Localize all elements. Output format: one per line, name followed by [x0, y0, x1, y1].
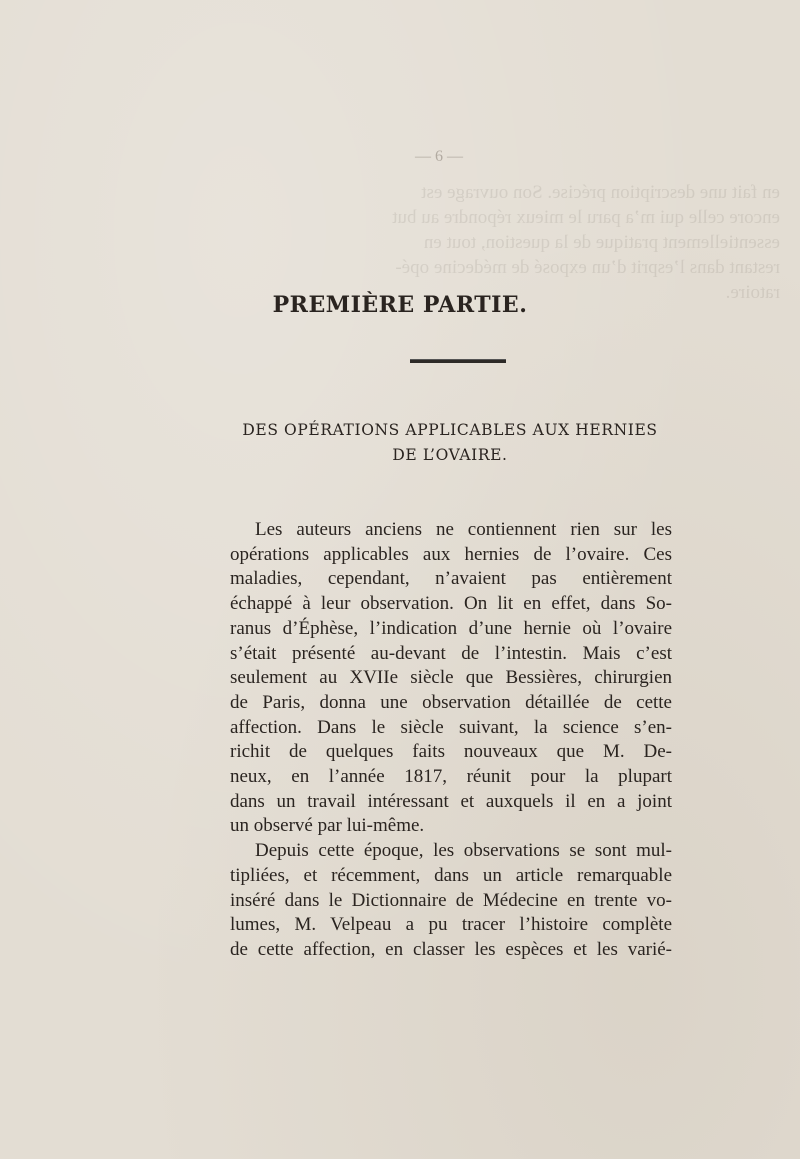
- show-through-text: en fait une description précise. Son ouvrage est encore celle qui m’a paru le mieux répondre au but essentiellement pratique de la question, tout en restant dans l’esprit d’un exposé de médecine opé- ratoire.: [392, 182, 780, 303]
- text-line: inséré dans le Dictionnaire de Médecine en trente vo-: [230, 889, 672, 911]
- text-line: de cette affection, en classer les espèces et les varié-: [230, 938, 672, 960]
- text-line: tipliées, et récemment, dans un article remarquable: [230, 864, 672, 886]
- text-line: maladies, cependant, n’avaient pas entièrement: [230, 568, 672, 590]
- section-heading-line-2: DE L’OVAIRE.: [392, 446, 508, 464]
- text-line: un observé par lui-même.: [230, 815, 425, 837]
- page-number: — 6 —: [415, 148, 463, 165]
- section-heading-line-1: DES OPÉRATIONS APPLICABLES AUX HERNIES: [242, 421, 658, 439]
- text-line: richit de quelques faits nouveaux que M. De-: [230, 741, 672, 763]
- section-heading: [220, 418, 680, 468]
- title-rule: [410, 359, 506, 363]
- text-line: Les auteurs anciens ne contiennent rien sur les: [255, 519, 672, 540]
- text-line: échappé à leur observation. On lit en effet, dans So-: [230, 593, 672, 615]
- body-text: [230, 518, 672, 963]
- text-line: ranus d’Éphèse, l’indication d’une hernie où l’ovaire: [230, 617, 672, 639]
- text-line: affection. Dans le siècle suivant, la science s’en-: [230, 716, 672, 738]
- text-line: dans un travail intéressant et auxquels il en a joint: [230, 790, 672, 812]
- text-line: s’était présenté au-devant de l’intestin. Mais c’est: [230, 642, 672, 664]
- text-line: de Paris, donna une observation détaillée de cette: [230, 691, 672, 713]
- text-line: Depuis cette époque, les observations se sont mul-: [255, 840, 672, 862]
- part-title: PREMIÈRE PARTIE.: [272, 292, 528, 318]
- text-line: seulement au XVIIe siècle que Bessières, chirurgien: [230, 667, 672, 689]
- text-line: neux, en l’année 1817, réunit pour la plupart: [230, 766, 672, 788]
- text-line: opérations applicables aux hernies de l’ovaire. Ces: [230, 543, 672, 565]
- text-line: lumes, M. Velpeau a pu tracer l’histoire complète: [230, 914, 672, 936]
